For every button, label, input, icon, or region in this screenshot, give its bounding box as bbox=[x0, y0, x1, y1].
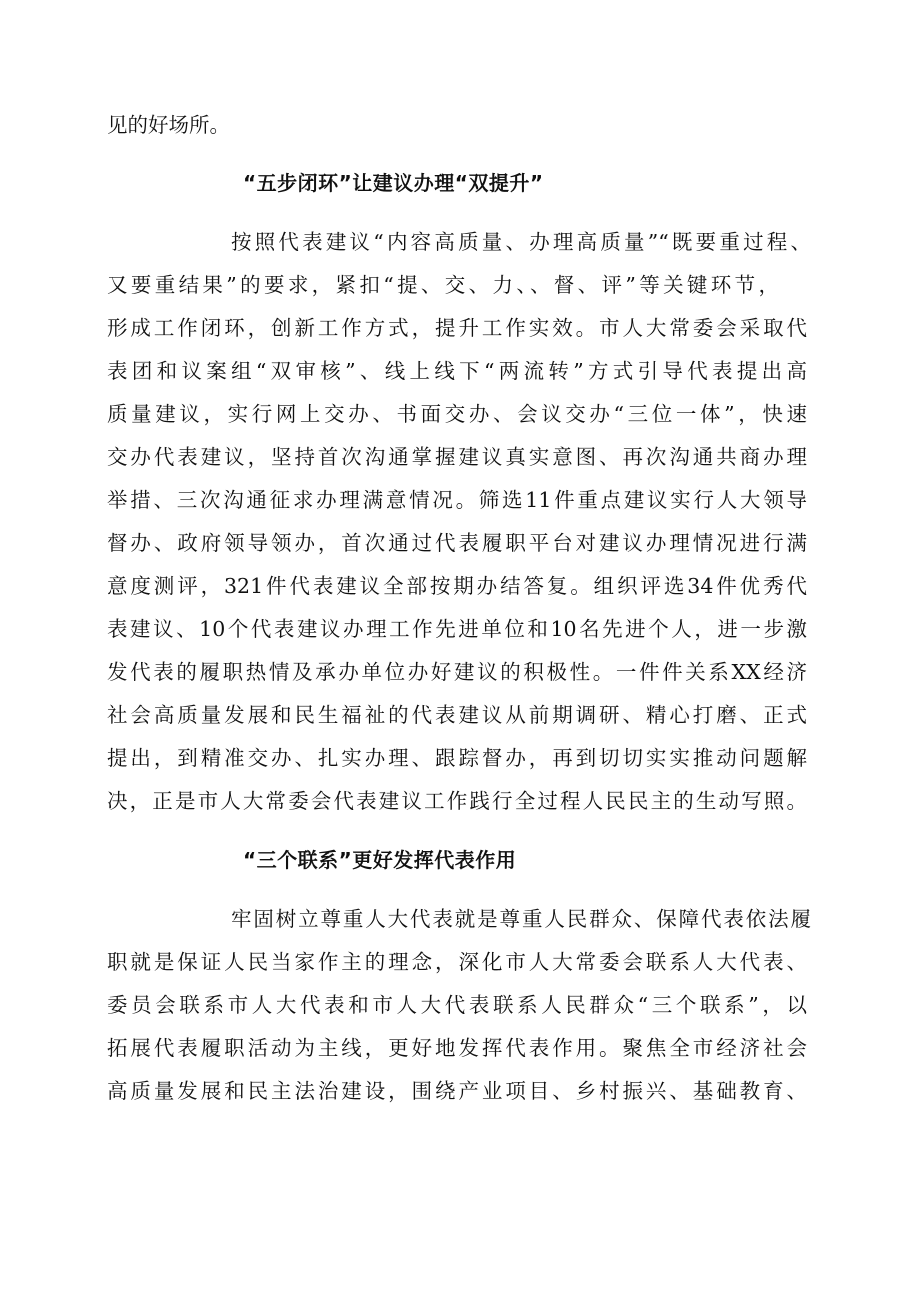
paragraph-tail-line: 见的好场所。 bbox=[107, 113, 230, 137]
section-heading-three-links: “三个联系”更好发挥代表作用 bbox=[243, 848, 517, 872]
paragraph-line: 社会高质量发展和民生福祉的代表建议从前期调研、精心打磨、正式 bbox=[107, 703, 807, 727]
paragraph-line: 高质量发展和民主法治建设，围绕产业项目、乡村振兴、基础教育、 bbox=[107, 1079, 807, 1103]
paragraph-line: 表团和议案组“双审核”、线上线下“两流转”方式引导代表提出高 bbox=[107, 359, 807, 383]
paragraph-line: 按照代表建议“内容高质量、办理高质量”“既要重过程、 bbox=[231, 230, 811, 254]
section-heading-five-steps: “五步闭环”让建议办理“双提升” bbox=[243, 171, 544, 195]
paragraph-line: 举措、三次沟通征求办理满意情况。筛选11件重点建议实行人大领导 bbox=[107, 488, 807, 512]
paragraph-line: 牢固树立尊重人大代表就是尊重人民群众、保障代表依法履 bbox=[231, 907, 811, 931]
paragraph-line: 拓展代表履职活动为主线，更好地发挥代表作用。聚焦全市经济社会 bbox=[107, 1036, 807, 1060]
paragraph-line: 形成工作闭环，创新工作方式，提升工作实效。市人大常委会采取代 bbox=[107, 316, 807, 340]
paragraph-line: 决，正是市人大常委会代表建议工作践行全过程人民民主的生动写照。 bbox=[107, 789, 807, 813]
paragraph-line: 表建议、10个代表建议办理工作先进单位和10名先进个人，进一步激 bbox=[107, 617, 807, 641]
paragraph-line: 委员会联系市人大代表和市人大代表联系人民群众“三个联系”，以 bbox=[107, 993, 807, 1017]
paragraph-line: 职就是保证人民当家作主的理念，深化市人大常委会联系人大代表、 bbox=[107, 950, 807, 974]
paragraph-line: 提出，到精准交办、扎实办理、跟踪督办，再到切切实实推动问题解 bbox=[107, 746, 807, 770]
paragraph-line: 又要重结果”的要求，紧扣“提、交、力、、督、评”等关键环节， bbox=[107, 273, 779, 297]
paragraph-line: 意度测评，321件代表建议全部按期办结答复。组织评选34件优秀代 bbox=[107, 574, 807, 598]
paragraph-line: 发代表的履职热情及承办单位办好建议的积极性。一件件关系XX经济 bbox=[107, 660, 807, 684]
paragraph-line: 质量建议，实行网上交办、书面交办、会议交办“三位一体”，快速 bbox=[107, 402, 807, 426]
paragraph-line: 督办、政府领导领办，首次通过代表履职平台对建议办理情况进行满 bbox=[107, 531, 807, 555]
paragraph-line: 交办代表建议，坚持首次沟通掌握建议真实意图、再次沟通共商办理 bbox=[107, 445, 807, 469]
